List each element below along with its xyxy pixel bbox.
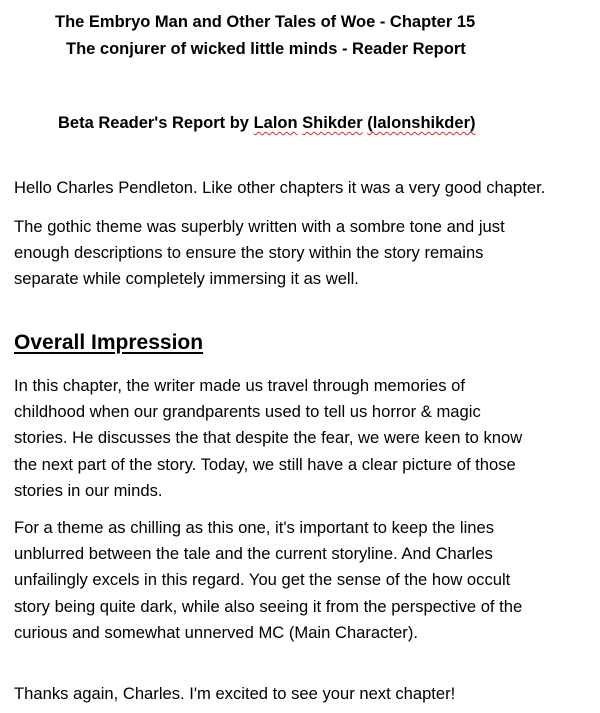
byline-prefix: Beta Reader's Report by bbox=[58, 114, 254, 132]
section-heading: Overall Impression bbox=[14, 331, 204, 354]
impression-line: childhood when our grandparents used to tell us horror & magic bbox=[14, 402, 481, 422]
impression-line: the next part of the story. Today, we still have a clear picture of those bbox=[14, 454, 516, 474]
greeting-paragraph: Hello Charles Pendleton. Like other chapters it was a very good chapter. bbox=[14, 178, 546, 197]
impression-line: In this chapter, the writer made us travel through memories of bbox=[14, 376, 466, 395]
theme-paragraph bbox=[14, 515, 600, 646]
document-title: The Embryo Man and Other Tales of Woe - Chapter 15 bbox=[55, 13, 476, 31]
theme-line: For a theme as chilling as this one, it's important to keep the lines bbox=[14, 518, 495, 537]
intro-line: enough descriptions to ensure the story within the story remains bbox=[14, 243, 484, 263]
theme-line: curious and somewhat unnerved MC (Main Character). bbox=[14, 622, 418, 642]
reviewer-byline bbox=[58, 112, 475, 134]
reviewer-handle: (lalonshikder) bbox=[367, 114, 476, 132]
theme-line: unblurred between the tale and the current storyline. And Charles bbox=[14, 544, 493, 564]
intro-line: The gothic theme was superbly written with a sombre tone and just bbox=[14, 217, 505, 236]
theme-line: story being quite dark, while also seeing it from the perspective of the bbox=[14, 596, 523, 616]
impression-line: stories in our minds. bbox=[14, 480, 163, 500]
closing-paragraph: Thanks again, Charles. I'm excited to see your next chapter! bbox=[14, 684, 456, 703]
document-subtitle: The conjurer of wicked little minds - Reader Report bbox=[66, 40, 466, 58]
intro-paragraph bbox=[14, 214, 600, 293]
reviewer-first-name: Lalon bbox=[253, 114, 298, 132]
impression-line: stories. He discusses the that despite the fear, we were keen to know bbox=[14, 428, 523, 448]
impression-paragraph bbox=[14, 373, 600, 504]
theme-line: unfailingly excels in this regard. You get the sense of the how occult bbox=[14, 570, 511, 590]
intro-line: separate while completely immersing it as well. bbox=[14, 269, 359, 289]
reviewer-last-name: Shikder bbox=[302, 114, 363, 132]
